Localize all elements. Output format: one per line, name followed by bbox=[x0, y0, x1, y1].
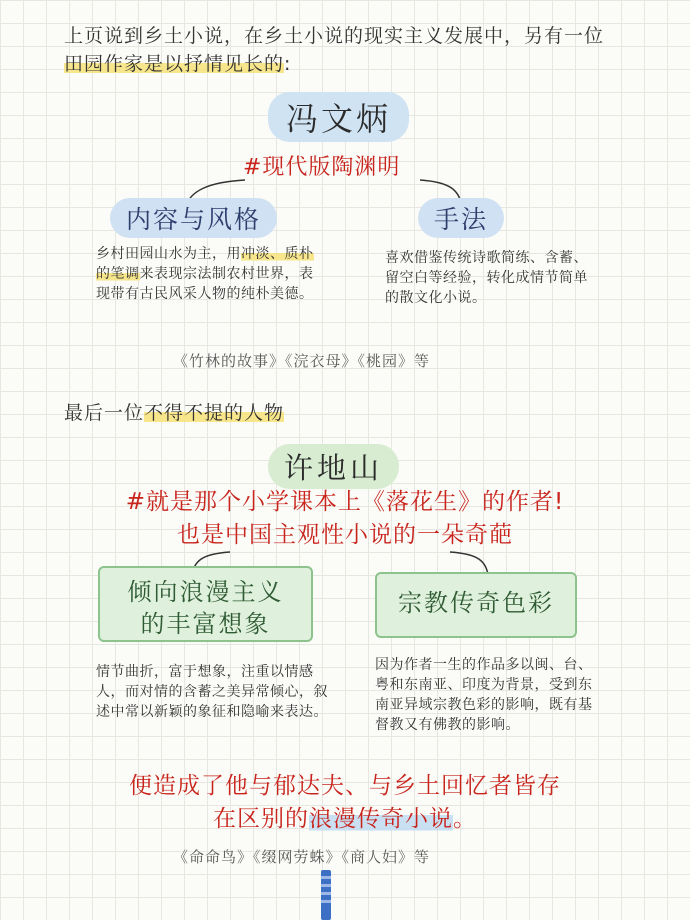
xu-name-title: 许地山 bbox=[268, 444, 399, 489]
romantic-imagination-box bbox=[98, 566, 313, 642]
content-highlight: 冲淡、质朴的笔调 bbox=[96, 246, 314, 282]
religious-paragraph: 因为作者一生的作品多以闽、台、粤和东南亚、印度为背景，受到东南亚异域宗教色彩的影响，既有基督教又有佛教的影响。 bbox=[375, 657, 593, 733]
transition-part1: 最后一位 bbox=[64, 402, 145, 424]
pencil-icon bbox=[318, 870, 334, 920]
intro-part1: 上页说到乡土小说，在乡土小说的现实主义发展中，另有一位 bbox=[64, 25, 605, 47]
conclusion-pre: 在区别的 bbox=[213, 806, 309, 832]
conclusion-text bbox=[70, 770, 620, 836]
feng-works-list: 《竹林的故事》《浣衣母》《桃园》等 bbox=[173, 352, 431, 370]
xu-tagline-line1: #就是那个小学课本上《落花生》的作者! bbox=[125, 489, 565, 515]
romantic-paragraph: 情节曲折，富于想象，注重以情感人，而对情的含蓄之美异常倾心，叙述中常以新颖的象征和隐喻来表达。 bbox=[96, 664, 328, 720]
transition-highlight: 不得不提的人物 bbox=[144, 402, 285, 424]
feng-name-title: 冯文炳 bbox=[268, 92, 409, 142]
xu-works-list: 《命命鸟》《缀网劳蛛》《商人妇》等 bbox=[173, 848, 431, 866]
xu-tagline bbox=[60, 486, 630, 552]
intro-end: : bbox=[284, 53, 292, 75]
conclusion-end: 。 bbox=[453, 806, 477, 832]
content-style-paragraph bbox=[96, 244, 326, 304]
xu-tagline-line2: 也是中国主观性小说的一朵奇葩 bbox=[177, 522, 513, 548]
content-post: 来表现宗法制农村世界，表现带有古民风采人物的纯朴美德。 bbox=[96, 266, 314, 302]
romantic-box-line1: 倾向浪漫主义 bbox=[127, 578, 284, 606]
transition-text bbox=[64, 398, 284, 425]
conclusion-highlight: 浪漫传奇小说 bbox=[309, 806, 453, 832]
method-paragraph: 喜欢借鉴传统诗歌简练、含蓄、留空白等经验，转化成情节简单的散文化小说。 bbox=[385, 250, 588, 306]
content-style-heading: 内容与风格 bbox=[110, 198, 277, 238]
conclusion-line2 bbox=[70, 803, 620, 836]
content-pre: 乡村田园山水为主，用 bbox=[96, 246, 241, 262]
intro-highlight: 田园作家是以抒情见长的 bbox=[64, 53, 285, 75]
conclusion-line1: 便造成了他与郁达夫、与乡土回忆者皆存 bbox=[129, 773, 561, 799]
feng-tagline: #现代版陶渊明 bbox=[243, 155, 401, 180]
romantic-box-line2: 的丰富想象 bbox=[140, 610, 271, 638]
intro-text bbox=[64, 22, 624, 78]
religious-color-box: 宗教传奇色彩 bbox=[375, 572, 577, 638]
method-heading: 手法 bbox=[418, 198, 504, 238]
